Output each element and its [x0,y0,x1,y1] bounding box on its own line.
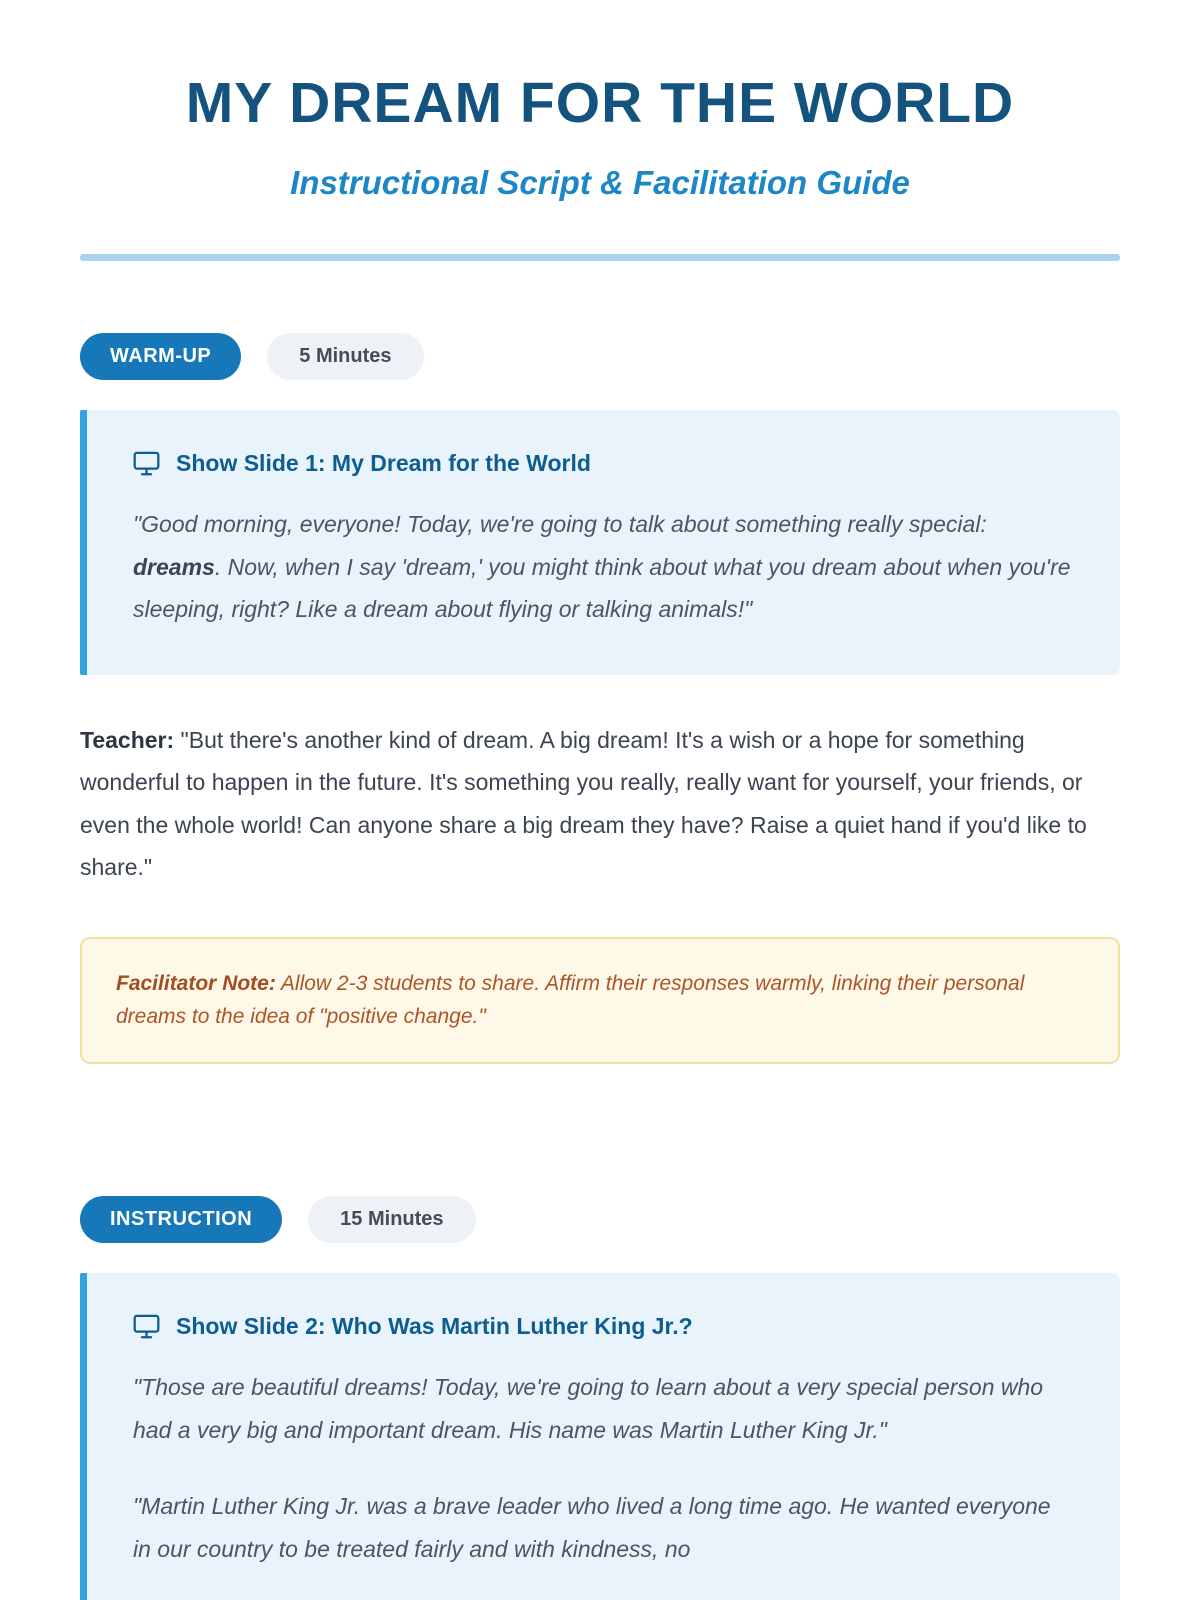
slide-script [133,503,1074,631]
teacher-paragraph [80,719,1120,889]
section-badges [80,1196,1120,1243]
header-divider [80,254,1120,261]
facilitator-note-text: Allow 2-3 students to share. Affirm their responses warmly, linking their personal dreams to the idea of "positive change." [116,971,1025,1029]
slide-script-paragraph-1: "Those are beautiful dreams! Today, we're going to learn about a very special person who had a very big and important dream. His name was Martin Luther King Jr." [133,1374,1044,1443]
facilitator-note [80,937,1120,1064]
monitor-icon [133,451,160,476]
slide-script-paragraph-2: "Martin Luther King Jr. was a brave leader who lived a long time ago. He wanted everyone in our country to be treated fairly and with kindness, no [133,1493,1051,1562]
script-text-pre: "Good morning, everyone! Today, we're going to talk about something really special: [133,511,987,537]
section-warmup [80,333,1120,1064]
monitor-icon [133,1314,160,1339]
document-header [80,70,1120,261]
slide-callout-2 [80,1273,1120,1600]
slide-heading-row [133,1313,1074,1340]
section-badges [80,333,1120,380]
page-subtitle: Instructional Script & Facilitation Guide [290,164,910,201]
teacher-label: Teacher: [80,726,175,753]
slide-heading-row [133,450,1074,477]
page-title: MY DREAM FOR THE WORLD [185,71,1015,135]
section-instruction [80,1196,1120,1600]
slide-heading-text: Show Slide 1: My Dream for the World [176,450,591,476]
teacher-text: "But there's another kind of dream. A big dream! It's a wish or a hope for something wonderful to happen in the future. It's something you really, really want for yourself, your friends, or even the whole world! Can anyone share a big dream they have? Raise a quiet hand if you'd like to share." [80,726,1087,881]
phase-badge-warmup: WARM-UP [80,333,241,380]
phase-badge-instruction: INSTRUCTION [80,1196,282,1243]
duration-pill-instruction: 15 Minutes [308,1196,475,1243]
duration-pill-warmup: 5 Minutes [267,333,423,380]
slide-heading-text: Show Slide 2: Who Was Martin Luther King Jr.? [176,1313,693,1340]
slide-callout-1 [80,410,1120,675]
script-text-post: . Now, when I say 'dream,' you might think about what you dream about when you're sleeping, right? Like a dream about flying or talking animals!" [133,553,1071,623]
facilitator-note-label: Facilitator Note: [116,971,276,995]
script-text-bold: dreams [133,553,215,580]
